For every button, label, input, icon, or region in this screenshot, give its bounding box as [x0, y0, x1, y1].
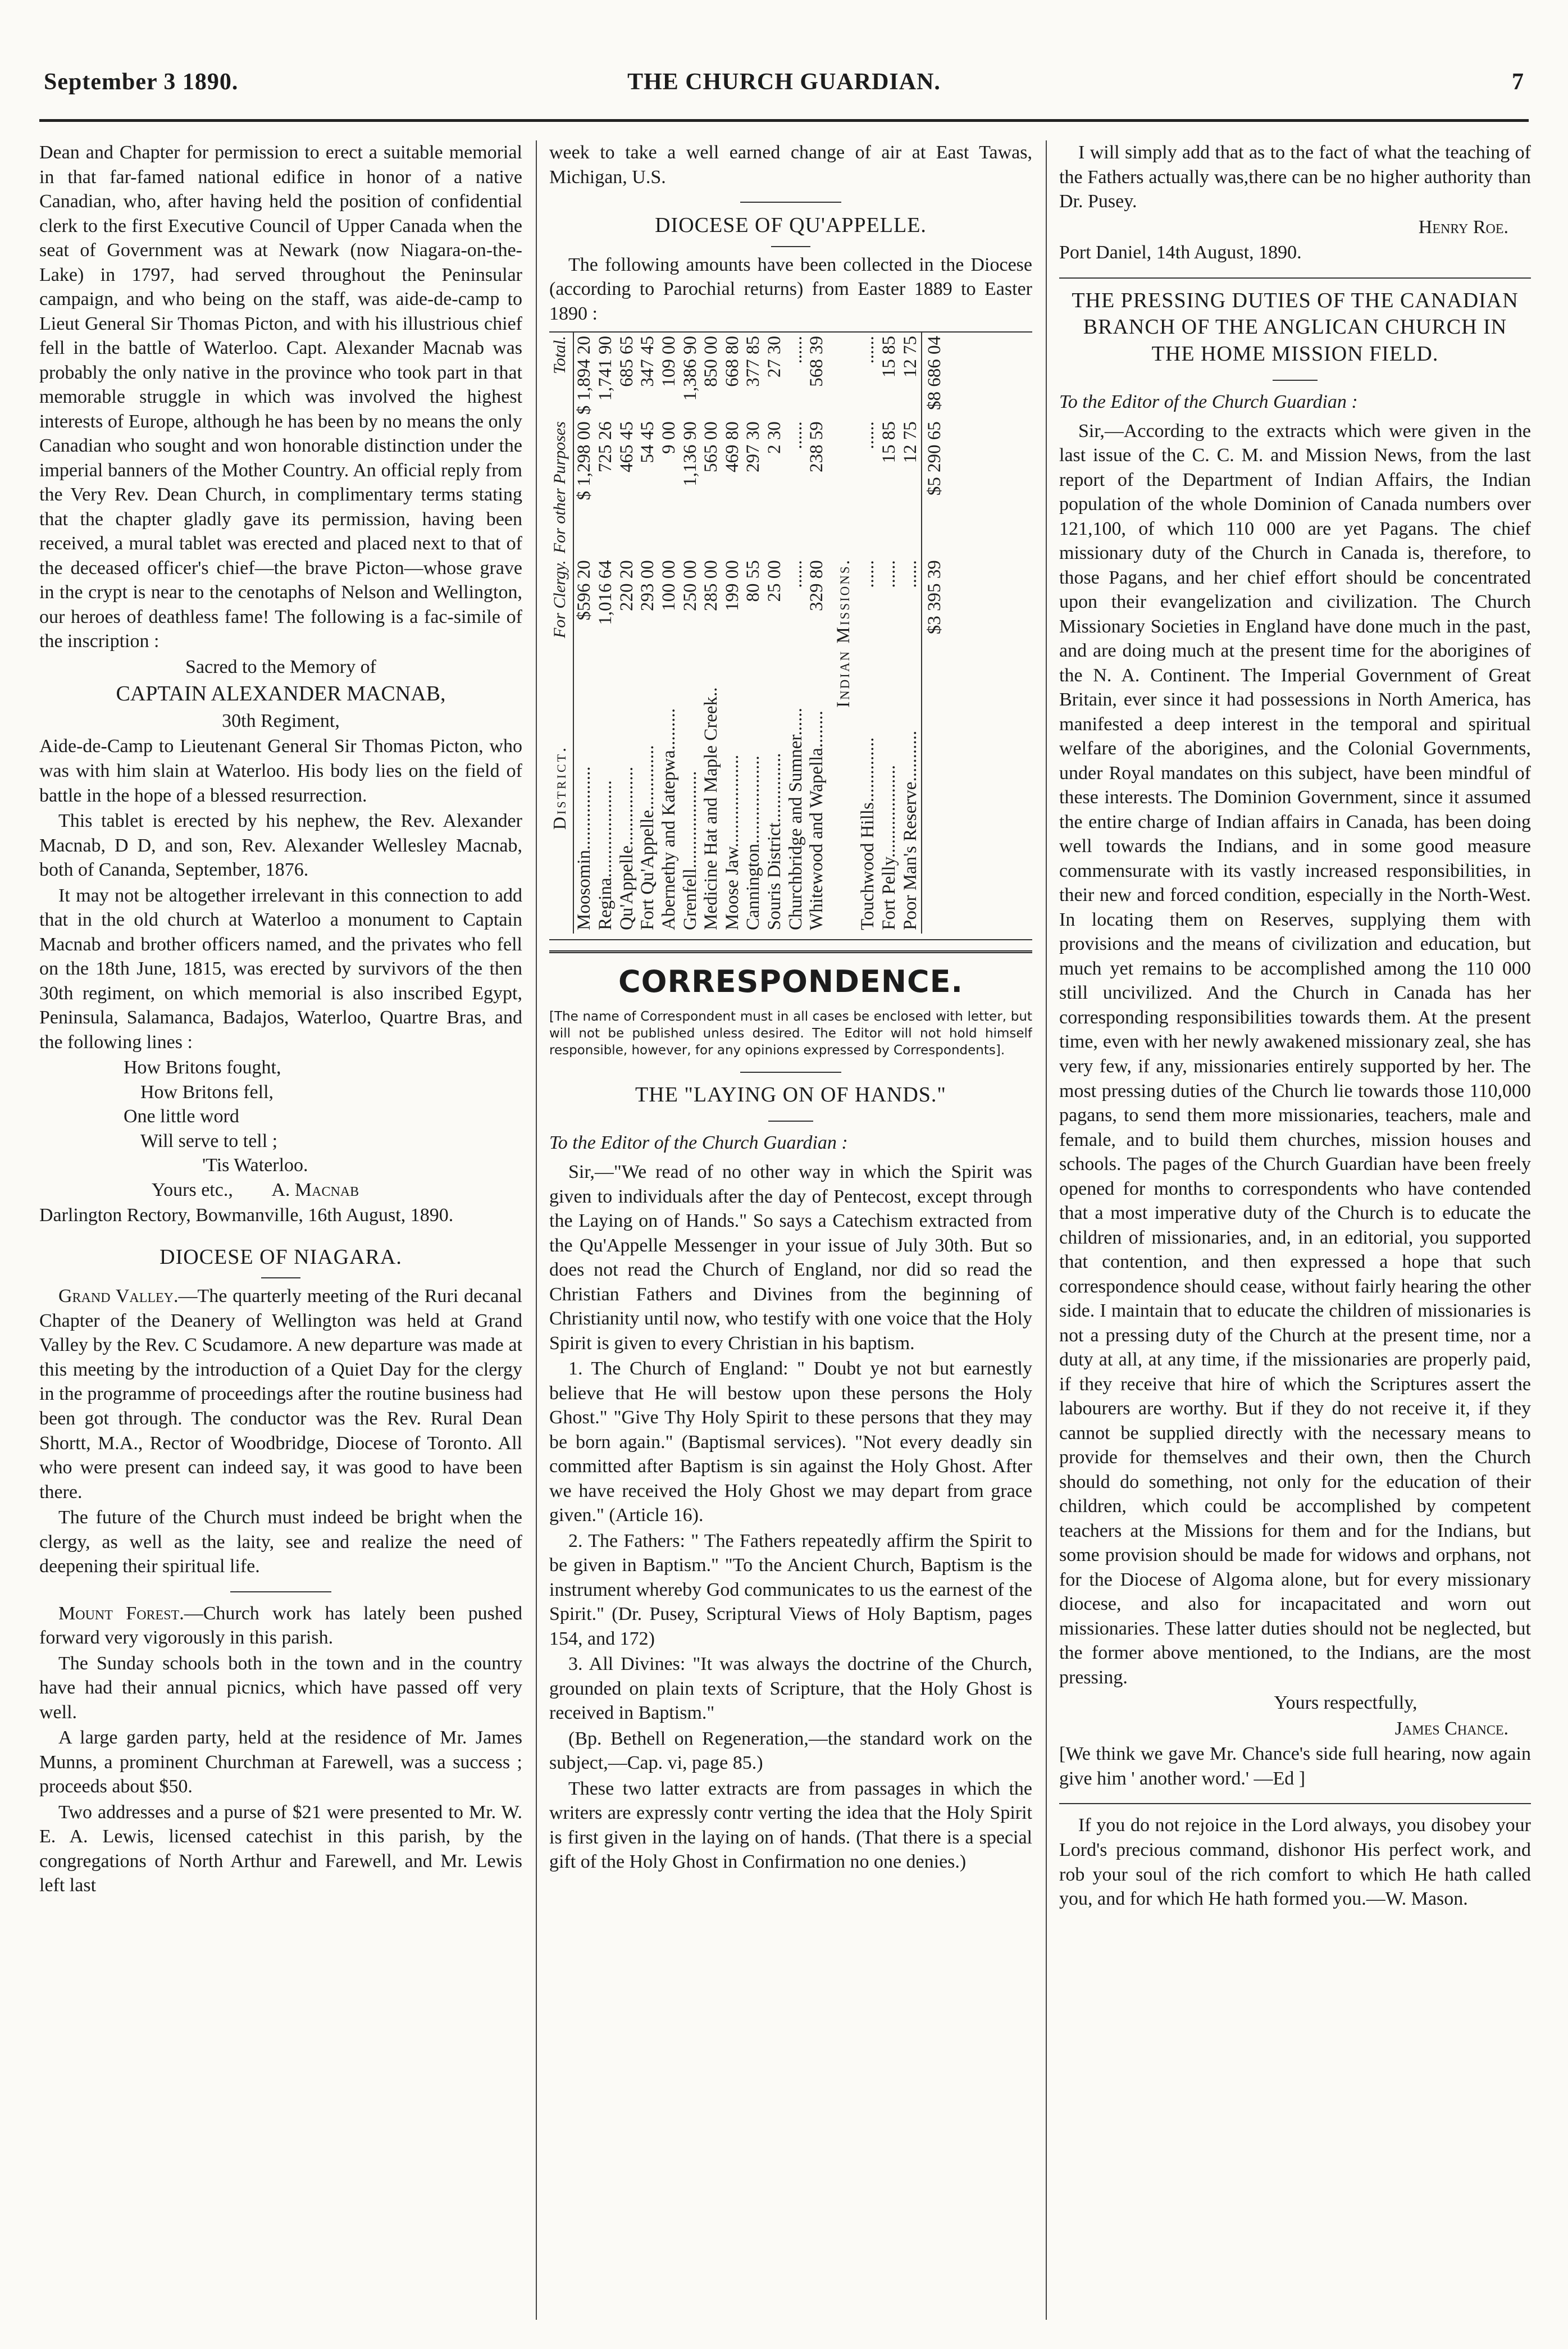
- district-name: Moose Jaw....................: [722, 754, 742, 931]
- collections-table: [549, 331, 1032, 940]
- total-other: $5 290 65: [922, 418, 946, 557]
- clergy-value: 100 00: [658, 560, 679, 612]
- other-value: 469 80: [722, 421, 742, 473]
- total-value: ......: [785, 336, 806, 364]
- waterloo-verse: [39, 1055, 522, 1178]
- total-value: 347 45: [637, 336, 658, 387]
- district-name: Fort Qu'Appelle..............: [637, 745, 658, 931]
- inscription-regiment: 30th Regiment,: [222, 710, 340, 731]
- table-total-row: [922, 333, 946, 934]
- other-value: 465 45: [616, 421, 637, 473]
- long-rule: [1059, 1803, 1531, 1804]
- table-row: [722, 333, 744, 934]
- collections-table-rotated: [549, 333, 946, 934]
- table-row: [858, 333, 879, 934]
- column-rule-2: [1046, 140, 1047, 2320]
- pusey-paragraph: I will simply add that as to the fact of what the teaching of the Fathers actually was,there can be no higher authority than Dr. Pusey.: [1059, 142, 1531, 212]
- other-value: 54 45: [637, 421, 658, 463]
- column-1: [39, 140, 522, 2320]
- column-3: [1059, 140, 1531, 2320]
- district-name: Grenfell.....................: [680, 771, 700, 931]
- total-value: 109 00: [658, 336, 679, 387]
- total-value: 27 30: [764, 336, 785, 378]
- mount-forest-lead: Mount Forest.: [58, 1603, 184, 1624]
- laying-on-hands-heading: THE "LAYING ON OF HANDS.": [635, 1082, 946, 1107]
- laying-paragraph-3: 2. The Fathers: " The Fathers repeatedly affirm the Spirit to be given in Baptism." "To the Ancient Church, Baptism is the instrument whereby God communicates to us the earnest of the Spirit." (Dr. Pusey, Scriptural Views of Holy Baptism, pages 154, and 172): [549, 1530, 1032, 1649]
- table-row: [617, 333, 638, 934]
- total-value: 377 85: [743, 336, 764, 387]
- indian-missions-heading: Indian Missions.: [833, 558, 854, 708]
- total-value: 1,386 90: [680, 336, 700, 401]
- mount-forest-paragraph: [39, 1601, 522, 1650]
- table-row: [806, 333, 828, 934]
- district-name: Regina.....................: [595, 780, 616, 931]
- total-value: $ 1,894 20: [574, 336, 595, 415]
- short-rule: [768, 1121, 813, 1122]
- correspondence-note: [The name of Correspondent must in all cases be enclosed with letter, but will not be published unless desired. The Editor will not hold himself responsible, however, for any opinions expressed by Correspondents].: [549, 1009, 1032, 1058]
- sunday-schools-paragraph: The Sunday schools both in the town and in the country have had their annual picnics, which have passed off very well.: [39, 1653, 522, 1723]
- other-value: 2 30: [764, 421, 785, 454]
- clergy-value: 25 00: [764, 560, 785, 602]
- short-rule: [740, 202, 841, 203]
- clergy-value: 293 00: [637, 560, 658, 612]
- column-2: [549, 140, 1032, 2320]
- district-name: Fort Pelly....................: [879, 765, 899, 931]
- district-name: Qu'Appelle.................: [616, 767, 637, 931]
- column-rule-1: [536, 140, 537, 2320]
- table-row: [680, 333, 701, 934]
- signer-roe: Henry Roe.: [1418, 216, 1508, 238]
- clergy-value: ......: [785, 560, 806, 588]
- laying-paragraph-5: (Bp. Bethell on Regeneration,—the standard work on the subject,—Cap. vi, page 85.): [549, 1728, 1032, 1774]
- total-value: 15 85: [879, 336, 899, 378]
- signer-macnab: A. Macnab: [271, 1179, 359, 1200]
- col-header-other: For other Purposes: [549, 418, 573, 557]
- macnab-paragraph-1: Dean and Chapter for permission to erect a suitable memorial in that far-famed national edifice in honor of a native Canadian, who, after having held the position of confidential clerk to the first Executive Council of Upper Canada when the seat of Government was at Newark (now Niagara-on-the-Lake) in 1797, had served throughout the Peninsular campaign, and who being on the staff, was aide-de-camp to Lieut General Sir Thomas Picton, and with his illustrious chief fell in the battle of Waterloo. Capt. Alexander Macnab was probably the only native in the province who took part in that memorable struggle in which was involved the highest interests of Europe, although he has been by no means the only Canadian who sought and won honorable distinction under the imperial banners of the Mother Country. An official reply from the Very Rev. Dean Church, in complimentary terms stating that the chapter gladly gave its permission, having been received, a mural tablet was erected and placed next to that of the deceased officer's chief—the brave Picton—whose grave in the crypt is near to the cenotaphs of Nelson and Wellington, our heroes of deathless fame! The following is a fac-simile of the inscription :: [39, 142, 522, 652]
- tablet-paragraph: This tablet is erected by his nephew, the Rev. Alexander Macnab, D D, and son, Rev. Alexander Wellesley Macnab, both of Cananda, September, 1876.: [39, 811, 522, 881]
- col-header-total: Total.: [549, 333, 573, 418]
- grand-valley-paragraph: [39, 1284, 522, 1504]
- laying-paragraph-4: 3. All Divines: "It was always the doctrine of the Church, grounded on plain texts of Scripture, that the Holy Ghost is received in Baptism.": [549, 1654, 1032, 1724]
- district-name: Poor Man's Reserve...........: [900, 731, 920, 931]
- other-value: ......: [785, 421, 806, 449]
- table-row: [879, 333, 900, 934]
- other-value: 565 00: [701, 421, 722, 473]
- laying-paragraph-2: 1. The Church of England: " Doubt ye not but earnestly believe that He will bestow upon these persons the Holy Ghost." "Give Thy Holy Spirit to these persons that they may be born again." (Baptismal services). "Not every deadly sin committed after Baptism is sin against the Holy Ghost. After we have received the Holy Ghost we may depart from grace given." (Article 16).: [549, 1358, 1032, 1526]
- total-value: 568 39: [806, 336, 827, 387]
- waterloo-paragraph: It may not be altogether irrelevant in this connection to add that in the old church at Waterloo a monument to Captain Macnab and brother officers named, and the privates who fell on the 18th June, 1815, was erected by survivors of the then 30th regiment, on which memorial is also inscribed Egypt, Peninsula, Salamanca, Badajos, Waterloo, Quartre Bras, and the following lines :: [39, 885, 522, 1053]
- district-name: Churchbridge and Sumner......: [785, 708, 806, 931]
- other-value: ......: [858, 421, 878, 449]
- diocese-niagara-heading: DIOCESE OF NIAGARA.: [39, 1244, 522, 1279]
- addresses-paragraph: Two addresses and a purse of $21 were presented to Mr. W. E. A. Lewis, licensed catechist in this parish, by the congregations of North Arthur and Farewell, and Mr. Lewis left last: [39, 1801, 522, 1896]
- page-number: 7: [1512, 69, 1524, 95]
- total-value: 668 80: [722, 336, 742, 387]
- masthead-title: THE CHURCH GUARDIAN.: [627, 69, 941, 95]
- col-header-district: District.: [549, 641, 573, 934]
- total-value: 12 75: [900, 336, 920, 378]
- other-value: 238 59: [806, 421, 827, 473]
- verse-line: 'Tis Waterloo.: [202, 1155, 308, 1176]
- diocese-quappelle-heading: DIOCESE OF QU'APPELLE.: [549, 212, 1032, 247]
- other-value: 297 30: [743, 421, 764, 473]
- pressing-duties-body: Sir,—According to the extracts which were given in the last issue of the C. C. M. and Mission News, from the last report of the Department of Indian Affairs, the Indian population of the whole Dominion of Canada numbers over 121,100, of which 110 000 are yet Pagans. The chief missionary duty of the Church in Canada is, therefore, to those Pagans, and her chief effort should be concentrated upon their evangelization and civilization. The Church Missionary Societies in England have done much in the past, and are doing much at the present time for the aborigines of the N. A. Continent. The Imperial Government of Great Britain, ever since it had possessions in North America, has manifested a deep interest in the temporal and spiritual welfare of the aborigines, and the Colonial Governments, under Royal mandates on this subject, have been mindful of these interests. The Dominion Government, since it assumed the entire charge of Indian affairs in Canada, has been doing well towards the Indians, and in some good measure commensurate with its vastly increased responsibilities, in their new and forced condition, especially in the North-West. In locating them on Reserves, supplying them with provisions and the means of civilization and education, but much yet remains to be accomplished among the 110 000 still uncivilized. And the Church in Canada has her corresponding responsibilities towards them. At the present time, even with her newly awakened missionary zeal, she has very few, if any, missionaries entirely supported by her. The most pressing duties of the Church lie towards those 110,000 pagans, to send them more missionaries, teachers, male and female, and to build them churches, mission houses and schools. The pages of the Church Guardian have been freely opened for months to correspondents who have contended that a most imperative duty of the Church is to educate the children of missionaries, and, in an editorial, you supported that contention, and then expressed a hope that such correspondence should cease, without fairly hearing the other side. I maintain that to educate the children of missionaries is not a pressing duty of the Church at the present time, nor a duty at all, at any time, if the missionaries are properly paid, if they receive that hire of which the Scriptures assert the labourers are worthy. But if they do not receive it, if they cannot be supplied directly with the necessary means to provide for themselves and their own, then the Church should do something, not only for the education of their children, which could be accomplished by competent teachers at the Missions for them and for the Indians, but some provision should be made for widows and orphans, not for the Diocese of Algoma alone, but for every missionary diocese, and also for incapacitated and worn out missionaries. These latter duties should not be neglected, but the former above mentioned, to the Indians, are the most pressing.: [1059, 420, 1531, 1688]
- short-rule: [740, 1072, 841, 1073]
- district-name: Abernethy and Katepwa.........: [658, 708, 679, 931]
- total-value: ......: [858, 336, 878, 364]
- table-row: [764, 333, 786, 934]
- macnab-signoff: [39, 1178, 522, 1203]
- inscription-captain: CAPTAIN ALEXANDER MACNAB,: [116, 682, 446, 706]
- correspondence-heading: CORRESPONDENCE.: [618, 964, 964, 1000]
- verse-line: One little word: [124, 1106, 239, 1127]
- inscription-text: Aide-de-Camp to Lieutenant General Sir Thomas Picton, who was with him slain at Waterloo. His body lies on the field of battle in the hope of a blessed resurrection.: [39, 736, 522, 806]
- clergy-value: 250 00: [680, 560, 700, 612]
- place-date-roe: Port Daniel, 14th August, 1890.: [1059, 242, 1302, 263]
- clergy-value: ......: [879, 560, 899, 588]
- other-value: 9 00: [658, 421, 679, 454]
- table-row: [786, 333, 807, 934]
- other-value: $ 1,298 00: [574, 421, 595, 500]
- other-value: 725 26: [595, 421, 616, 473]
- clergy-value: ......: [858, 560, 878, 588]
- grand-valley-lead: Grand Valley.: [58, 1286, 179, 1307]
- table-row: [701, 333, 722, 934]
- clergy-value: ......: [900, 560, 920, 588]
- table-row: [637, 333, 659, 934]
- yours-text: Yours etc.,: [152, 1179, 233, 1200]
- district-name: Moosomin..................: [574, 766, 595, 931]
- place-date-macnab: Darlington Rectory, Bowmanville, 16th August, 1890.: [39, 1205, 454, 1226]
- future-paragraph: The future of the Church must indeed be bright when the clergy, as well as the laity, see and realize the need of deepening their spiritual life.: [39, 1507, 522, 1577]
- header-rule: [39, 119, 1529, 122]
- total-grand: $8 686 04: [922, 333, 946, 418]
- district-name: Souris District...............: [764, 753, 785, 931]
- signer-chance: James Chance.: [1394, 1718, 1508, 1739]
- district-name: Whitewood and Wapella........: [806, 711, 827, 931]
- indian-missions-row: [828, 333, 858, 934]
- double-rule: [549, 950, 1032, 953]
- editor-note: [We think we gave Mr. Chance's side full hearing, now again give him ' another word.' —Ed ]: [1059, 1743, 1531, 1789]
- clergy-value: 1,016 64: [595, 560, 616, 625]
- grand-valley-text: —The quarterly meeting of the Ruri decanal Chapter of the Deanery of Wellington was held at Grand Valley by the Rev. C Scudamore. A new departure was made at this meeting by the introduction of a Quiet Day for the clergy in the programme of proceedings after the routine business had been got through. The conductor was the Rev. Rural Dean Shortt, M.A., Rector of Woodbridge, Diocese of Toronto. All who were present can indeed say, it was good to have been there.: [39, 1286, 522, 1503]
- clergy-value: 285 00: [701, 560, 722, 612]
- yours-respectfully: Yours respectfully,: [1274, 1692, 1417, 1714]
- col-header-clergy: For Clergy.: [549, 557, 573, 641]
- collections-table-grid: [549, 333, 946, 934]
- verse-line: How Britons fell,: [140, 1081, 274, 1103]
- garden-party-paragraph: A large garden party, held at the residence of Mr. James Munns, a prominent Churchman at Farewell, was a success ; proceeds about $50.: [39, 1727, 522, 1797]
- total-value: 850 00: [701, 336, 722, 387]
- table-row: [595, 333, 617, 934]
- short-rule: [1273, 380, 1318, 381]
- district-name: Cannington...................: [743, 755, 764, 931]
- other-value: 1,136 90: [680, 421, 700, 486]
- total-value: 1,741 90: [595, 336, 616, 401]
- table-header-row: [549, 333, 573, 934]
- clergy-value: 220 20: [616, 560, 637, 612]
- clergy-value: 80 55: [743, 560, 764, 602]
- district-name: Medicine Hat and Maple Creek..: [701, 687, 722, 931]
- total-clergy: $3 395 39: [922, 557, 946, 641]
- clergy-value: $596 20: [574, 560, 595, 621]
- table-row: [573, 333, 595, 934]
- closing-quote: If you do not rejoice in the Lord always, you disobey your Lord's precious command, dishonor His perfect work, and rob your soul of the rich comfort to which He hath called you, and for which He hath formed you.—W. Mason.: [1059, 1815, 1531, 1910]
- continued-paragraph: week to take a well earned change of air at East Tawas, Michigan, U.S.: [549, 142, 1032, 188]
- long-rule: [1059, 277, 1531, 279]
- inscription-sacred: Sacred to the Memory of: [185, 656, 376, 677]
- pressing-duties-heading: THE PRESSING DUTIES OF THE CANADIAN BRANCH OF THE ANGLICAN CHURCH IN THE HOME MISSION FIELD.: [1072, 288, 1519, 366]
- other-value: 15 85: [879, 421, 899, 463]
- table-row: [659, 333, 680, 934]
- mount-forest-text: —Church work has lately been pushed forward very vigorously in this parish.: [39, 1603, 522, 1649]
- clergy-value: 329 80: [806, 560, 827, 612]
- laying-paragraph-1: Sir,—"We read of no other way in which the Spirit was given to individuals after the day of Pentecost, except through the Laying on of Hands." So says a Catechism extracted from the Qu'Appelle Messenger in your issue of July 30th. But so does not read the Church of England, nor did so read the Christian Fathers and Divines from the beginning of Christianity until now, who testify with one voice that the Holy Spirit is given to every Christian in his baptism.: [549, 1162, 1032, 1354]
- running-head: [44, 69, 1524, 108]
- laying-paragraph-6: These two latter extracts are from passages in which the writers are expressly contr verting the idea that the Holy Spirit is first given in the laying on of hands. (That there is a special gift of the Holy Ghost in Confirmation no one denies.): [549, 1778, 1032, 1873]
- table-row: [900, 333, 922, 934]
- verse-line: How Britons fought,: [124, 1057, 281, 1078]
- short-rule: [230, 1591, 331, 1592]
- editor-salutation: To the Editor of the Church Guardian :: [1059, 391, 1358, 413]
- verse-line: Will serve to tell ;: [140, 1130, 278, 1151]
- other-value: 12 75: [900, 421, 920, 463]
- issue-date: September 3 1890.: [44, 69, 239, 95]
- total-value: 685 65: [616, 336, 637, 387]
- district-name: Touchwood Hills..............: [858, 737, 878, 931]
- clergy-value: 199 00: [722, 560, 742, 612]
- table-row: [743, 333, 764, 934]
- quappelle-intro: The following amounts have been collected in the Diocese (according to Parochial returns) from Easter 1889 to Easter 1890 :: [549, 254, 1032, 324]
- editor-salutation: To the Editor of the Church Guardian :: [549, 1132, 848, 1154]
